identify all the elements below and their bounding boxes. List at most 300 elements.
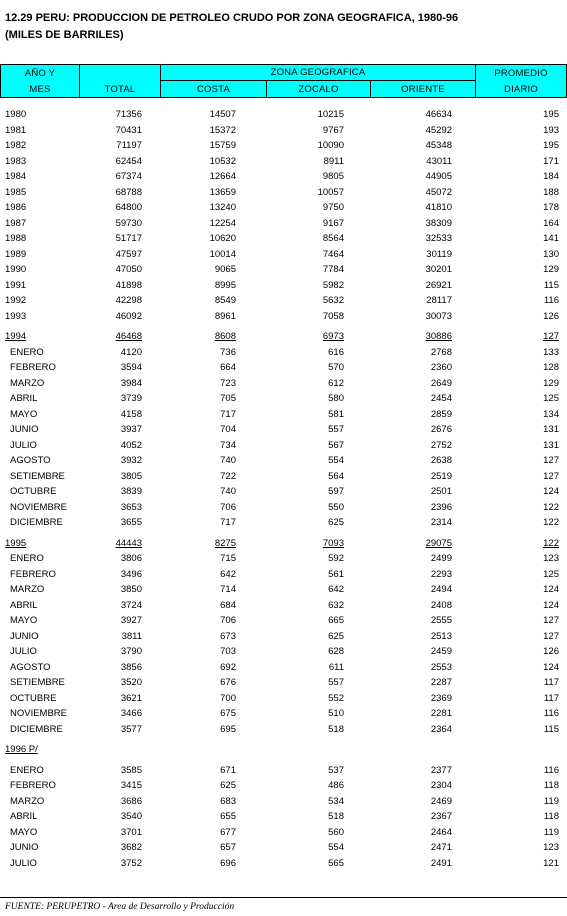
annual-row [0, 278, 567, 294]
cell-zocalo: 554 [328, 842, 344, 853]
cell-zocalo: 7058 [322, 310, 344, 322]
cell-oriente: 2396 [430, 501, 452, 513]
annual-row [0, 185, 567, 201]
cell-costa: 740 [220, 486, 236, 497]
cell-total: 3653 [120, 501, 142, 513]
cell-promedio: 171 [543, 155, 559, 167]
cell-label: 1983 [5, 155, 27, 167]
cell-zocalo: 9805 [322, 171, 344, 182]
month-row [0, 567, 567, 583]
cell-total: 3686 [120, 795, 142, 807]
cell-total: 3984 [120, 377, 142, 389]
cell-costa: 8995 [214, 279, 236, 291]
cell-oriente: 28117 [426, 295, 452, 306]
cell-zocalo: 10090 [317, 140, 344, 151]
cell-label: MAYO [10, 408, 38, 420]
month-row [0, 391, 567, 407]
cell-total: 4158 [120, 408, 142, 420]
cell-label: 1989 [5, 248, 27, 260]
cell-label: JUNIO [10, 424, 39, 435]
cell-promedio: 122 [543, 517, 559, 528]
cell-zocalo: 560 [328, 826, 344, 838]
cell-promedio: 119 [543, 826, 559, 838]
month-row [0, 407, 567, 423]
cell-total: 51717 [115, 233, 142, 244]
cell-total: 3937 [120, 424, 142, 435]
cell-promedio: 118 [543, 811, 559, 822]
header-zocalo [266, 80, 371, 98]
month-row [0, 722, 567, 738]
cell-label: FEBRERO [10, 568, 56, 580]
cell-zocalo: 5632 [322, 295, 344, 306]
cell-oriente: 2513 [430, 630, 452, 642]
cell-promedio: 178 [543, 202, 559, 213]
cell-costa: 677 [220, 826, 236, 838]
cell-costa: 704 [220, 424, 236, 435]
cell-oriente: 29075 [425, 537, 452, 549]
cell-zocalo: 7784 [322, 264, 344, 275]
header-total [79, 64, 161, 98]
cell-oriente: 2553 [430, 661, 452, 673]
year-label-row [0, 742, 567, 758]
cell-oriente: 2471 [430, 842, 452, 853]
cell-promedio: 119 [543, 795, 559, 807]
cell-costa: 700 [220, 692, 236, 704]
cell-label: 1993 [5, 310, 27, 322]
cell-promedio: 126 [543, 646, 559, 657]
cell-zocalo: 550 [328, 501, 344, 513]
cell-label: OCTUBRE [10, 692, 57, 704]
cell-costa: 15372 [209, 124, 236, 136]
cell-oriente: 45072 [425, 186, 452, 198]
cell-promedio: 131 [543, 424, 559, 435]
cell-costa: 675 [220, 708, 236, 719]
cell-zocalo: 642 [328, 584, 344, 595]
cell-zocalo: 612 [328, 377, 344, 389]
cell-costa: 683 [220, 795, 236, 807]
title-line-1: 12.29 PERU: PRODUCCION DE PETROLEO CRUDO POR ZONA GEOGRAFICA, 1980-96 [5, 12, 459, 24]
month-row [0, 809, 567, 825]
cell-oriente: 45348 [425, 140, 452, 151]
cell-zocalo: 570 [328, 362, 344, 373]
cell-zocalo: 510 [328, 708, 344, 719]
cell-oriente: 30119 [426, 248, 452, 260]
header-diario-label: DIARIO [504, 84, 538, 95]
cell-costa: 695 [220, 723, 236, 735]
cell-oriente: 38309 [425, 217, 452, 229]
cell-total: 70431 [115, 124, 142, 136]
cell-costa: 10014 [209, 248, 236, 260]
cell-promedio: 115 [543, 723, 559, 735]
cell-oriente: 2752 [430, 439, 452, 451]
cell-promedio: 122 [543, 537, 559, 549]
cell-promedio: 122 [543, 501, 559, 513]
cell-costa: 14507 [209, 109, 236, 120]
cell-zocalo: 534 [328, 795, 344, 807]
month-row [0, 345, 567, 361]
month-row [0, 840, 567, 856]
cell-costa: 8961 [214, 310, 236, 322]
cell-total: 3682 [120, 842, 142, 853]
cell-oriente: 2408 [430, 599, 452, 611]
cell-oriente: 30201 [425, 264, 452, 275]
cell-costa: 9065 [214, 264, 236, 275]
cell-label: DICIEMBRE [10, 723, 63, 735]
cell-oriente: 2464 [430, 826, 452, 838]
cell-promedio: 129 [543, 264, 559, 275]
cell-zocalo: 8911 [323, 155, 344, 167]
cell-total: 3927 [120, 615, 142, 626]
cell-label: 1992 [5, 295, 27, 306]
cell-label: NOVIEMBRE [10, 708, 68, 719]
cell-zocalo: 6973 [322, 331, 344, 342]
cell-zocalo: 552 [328, 692, 344, 704]
cell-costa: 684 [220, 599, 236, 611]
cell-costa: 696 [220, 857, 236, 869]
cell-label: JULIO [10, 646, 37, 657]
month-row [0, 551, 567, 567]
cell-total: 3839 [120, 486, 142, 497]
cell-costa: 717 [220, 517, 236, 528]
cell-promedio: 116 [543, 764, 559, 776]
header-zona [160, 64, 476, 81]
cell-total: 3932 [120, 455, 142, 466]
cell-label: 1985 [5, 186, 27, 198]
cell-oriente: 2859 [430, 408, 452, 420]
cell-oriente: 2369 [430, 692, 452, 704]
cell-label: DICIEMBRE [10, 517, 63, 528]
month-row [0, 856, 567, 872]
cell-total: 3739 [120, 393, 142, 404]
cell-total: 71197 [116, 140, 142, 151]
cell-costa: 642 [220, 568, 236, 580]
month-row [0, 691, 567, 707]
cell-oriente: 2638 [430, 455, 452, 466]
cell-label: 1991 [5, 279, 27, 291]
cell-zocalo: 486 [328, 780, 344, 791]
cell-promedio: 131 [543, 439, 559, 451]
cell-oriente: 2367 [430, 811, 452, 822]
cell-label: ABRIL [10, 811, 38, 822]
header-zocalo-label: ZOCALO [298, 84, 339, 95]
header-oriente [370, 80, 476, 98]
cell-oriente: 2649 [430, 377, 452, 389]
cell-label: JULIO [10, 857, 37, 869]
cell-promedio: 123 [543, 842, 559, 853]
cell-oriente: 2494 [430, 584, 452, 595]
cell-total: 42298 [115, 295, 142, 306]
year-summary-row [0, 329, 567, 345]
cell-zocalo: 9750 [322, 202, 344, 213]
cell-total: 59730 [115, 217, 142, 229]
cell-total: 3701 [120, 826, 142, 838]
month-row [0, 660, 567, 676]
cell-label: MAYO [10, 615, 38, 626]
cell-label: ENERO [10, 346, 44, 358]
cell-zocalo: 557 [328, 424, 344, 435]
cell-promedio: 193 [543, 124, 559, 136]
cell-zocalo: 565 [328, 857, 344, 869]
cell-label: 1984 [5, 171, 27, 182]
cell-oriente: 46634 [425, 109, 452, 120]
header-costa-label: COSTA [196, 84, 231, 95]
cell-total: 3415 [120, 780, 142, 791]
cell-label: FEBRERO [10, 362, 56, 373]
header-zona-label: ZONA GEOGRAFICA [270, 67, 366, 78]
cell-label: JUNIO [10, 630, 39, 642]
cell-oriente: 2364 [430, 723, 452, 735]
cell-label: ENERO [10, 553, 44, 564]
cell-costa: 12254 [209, 217, 236, 229]
cell-zocalo: 567 [328, 439, 344, 451]
cell-costa: 715 [220, 553, 236, 564]
month-row [0, 484, 567, 500]
cell-zocalo: 628 [328, 646, 344, 657]
cell-costa: 8275 [214, 537, 236, 549]
header-year-month [0, 64, 80, 98]
cell-label: SETIEMBRE [10, 470, 65, 482]
cell-costa: 671 [220, 764, 236, 776]
header-oriente-label: ORIENTE [401, 84, 445, 95]
cell-label: OCTUBRE [10, 486, 57, 497]
cell-oriente: 2304 [430, 780, 452, 791]
cell-zocalo: 597 [328, 486, 344, 497]
cell-total: 3585 [120, 764, 142, 776]
cell-oriente: 2501 [430, 486, 452, 497]
cell-zocalo: 8564 [322, 233, 344, 244]
cell-costa: 676 [220, 677, 236, 688]
cell-oriente: 2459 [430, 646, 452, 657]
cell-total: 3520 [120, 677, 142, 688]
cell-promedio: 121 [543, 857, 559, 869]
month-row [0, 422, 567, 438]
cell-promedio: 127 [543, 630, 559, 642]
cell-zocalo: 7093 [322, 537, 344, 549]
month-row [0, 500, 567, 516]
cell-label: 1994 [5, 331, 27, 342]
cell-zocalo: 625 [328, 517, 344, 528]
month-row [0, 438, 567, 454]
cell-label: 1982 [5, 140, 27, 151]
month-row [0, 469, 567, 485]
cell-promedio: 126 [543, 310, 559, 322]
cell-label: MARZO [10, 377, 45, 389]
header-promedio [475, 64, 567, 98]
cell-promedio: 125 [543, 568, 559, 580]
cell-zocalo: 7464 [322, 248, 344, 260]
title-line-2: (MILES DE BARRILES) [5, 29, 124, 41]
annual-row [0, 107, 567, 123]
annual-row [0, 216, 567, 232]
month-row [0, 675, 567, 691]
cell-label: NOVIEMBRE [10, 501, 68, 513]
cell-total: 3577 [120, 723, 142, 735]
cell-zocalo: 9167 [322, 217, 344, 229]
cell-oriente: 2454 [430, 393, 452, 404]
cell-promedio: 124 [543, 486, 559, 497]
cell-label: 1986 [5, 202, 27, 213]
cell-total: 41898 [115, 279, 142, 291]
annual-row [0, 154, 567, 170]
cell-promedio: 141 [543, 233, 559, 244]
month-row [0, 582, 567, 598]
header-costa [160, 80, 267, 98]
footer-rule [0, 897, 567, 898]
cell-label: 1981 [5, 124, 27, 136]
cell-costa: 13659 [209, 186, 236, 198]
annual-row [0, 262, 567, 278]
cell-total: 3850 [120, 584, 142, 595]
month-row [0, 515, 567, 531]
cell-label: MAYO [10, 826, 38, 838]
cell-costa: 10532 [209, 155, 236, 167]
cell-oriente: 2360 [430, 362, 452, 373]
cell-total: 3805 [120, 470, 142, 482]
cell-costa: 692 [220, 661, 236, 673]
cell-total: 3655 [120, 517, 142, 528]
annual-row [0, 123, 567, 139]
cell-total: 67374 [115, 171, 142, 182]
cell-zocalo: 580 [328, 393, 344, 404]
cell-total: 68788 [115, 186, 142, 198]
cell-zocalo: 561 [328, 568, 344, 580]
cell-zocalo: 611 [328, 661, 344, 673]
cell-label: AGOSTO [10, 455, 51, 466]
cell-zocalo: 554 [328, 455, 344, 466]
cell-label: SETIEMBRE [10, 677, 65, 688]
cell-oriente: 2314 [430, 517, 452, 528]
cell-zocalo: 665 [328, 615, 344, 626]
cell-total: 3724 [120, 599, 142, 611]
cell-costa: 8549 [214, 295, 236, 306]
cell-costa: 723 [220, 377, 236, 389]
cell-zocalo: 518 [328, 811, 344, 822]
cell-label: JUNIO [10, 842, 39, 853]
cell-oriente: 2768 [430, 346, 452, 358]
cell-promedio: 116 [543, 295, 559, 306]
month-row [0, 825, 567, 841]
cell-costa: 673 [220, 630, 236, 642]
cell-promedio: 124 [543, 599, 559, 611]
cell-total: 3806 [120, 553, 142, 564]
cell-promedio: 127 [543, 470, 559, 482]
cell-costa: 10620 [209, 233, 236, 244]
month-row [0, 778, 567, 794]
cell-total: 3811 [121, 630, 142, 642]
cell-oriente: 30886 [425, 331, 452, 342]
cell-costa: 12664 [209, 171, 236, 182]
cell-costa: 706 [220, 501, 236, 513]
cell-promedio: 134 [543, 408, 559, 420]
cell-costa: 703 [220, 646, 236, 657]
cell-label: FEBRERO [10, 780, 56, 791]
cell-total: 4120 [120, 346, 142, 358]
cell-total: 3466 [120, 708, 142, 719]
cell-oriente: 2676 [430, 424, 452, 435]
cell-zocalo: 518 [328, 723, 344, 735]
cell-oriente: 2555 [430, 615, 452, 626]
cell-oriente: 26921 [425, 279, 452, 291]
cell-oriente: 2469 [430, 795, 452, 807]
cell-promedio: 164 [543, 217, 559, 229]
cell-promedio: 116 [543, 708, 559, 719]
cell-label: JULIO [10, 439, 37, 451]
year-summary-row [0, 536, 567, 552]
header-promedio-label: PROMEDIO [494, 68, 548, 79]
cell-costa: 657 [220, 842, 236, 853]
cell-oriente: 44905 [425, 171, 452, 182]
cell-oriente: 41810 [425, 202, 452, 213]
cell-costa: 655 [220, 811, 236, 822]
cell-label: AGOSTO [10, 661, 51, 673]
month-row [0, 453, 567, 469]
cell-promedio: 117 [543, 692, 559, 704]
cell-promedio: 124 [543, 661, 559, 673]
cell-total: 64800 [115, 202, 142, 213]
annual-row [0, 138, 567, 154]
cell-oriente: 2281 [430, 708, 452, 719]
month-row [0, 629, 567, 645]
cell-zocalo: 616 [328, 346, 344, 358]
cell-zocalo: 10215 [317, 109, 344, 120]
cell-promedio: 130 [543, 248, 559, 260]
month-row [0, 376, 567, 392]
cell-zocalo: 592 [328, 553, 344, 564]
table-header [0, 64, 567, 98]
cell-total: 47597 [115, 248, 142, 260]
cell-costa: 722 [220, 470, 236, 482]
cell-label: 1996 P/ [5, 744, 38, 755]
cell-zocalo: 10057 [317, 186, 344, 198]
cell-promedio: 128 [543, 362, 559, 373]
cell-total: 44443 [115, 537, 142, 549]
cell-total: 3856 [120, 661, 142, 673]
cell-costa: 706 [220, 615, 236, 626]
month-row [0, 360, 567, 376]
cell-oriente: 2499 [430, 553, 452, 564]
annual-row [0, 247, 567, 263]
month-row [0, 613, 567, 629]
cell-costa: 740 [220, 455, 236, 466]
cell-costa: 714 [220, 584, 236, 595]
cell-label: 1988 [5, 233, 27, 244]
cell-label: MARZO [10, 795, 45, 807]
cell-total: 71356 [115, 109, 142, 120]
header-total-label: TOTAL [104, 84, 136, 95]
annual-row [0, 200, 567, 216]
cell-oriente: 2377 [430, 764, 452, 776]
cell-label: 1980 [5, 109, 27, 120]
cell-oriente: 2519 [430, 470, 452, 482]
cell-promedio: 118 [543, 780, 559, 791]
cell-label: ABRIL [10, 599, 38, 611]
cell-zocalo: 557 [328, 677, 344, 688]
cell-costa: 625 [220, 780, 236, 791]
cell-total: 3594 [120, 362, 142, 373]
cell-promedio: 117 [543, 677, 559, 688]
header-year-label: AÑO Y [24, 68, 56, 79]
table-title [5, 10, 458, 44]
cell-costa: 13240 [209, 202, 236, 213]
cell-zocalo: 581 [328, 408, 344, 420]
cell-oriente: 45292 [425, 124, 452, 136]
month-row [0, 644, 567, 660]
cell-zocalo: 537 [328, 764, 344, 776]
cell-zocalo: 564 [328, 470, 344, 482]
cell-costa: 705 [220, 393, 236, 404]
cell-promedio: 127 [543, 615, 559, 626]
cell-zocalo: 5982 [322, 279, 344, 291]
